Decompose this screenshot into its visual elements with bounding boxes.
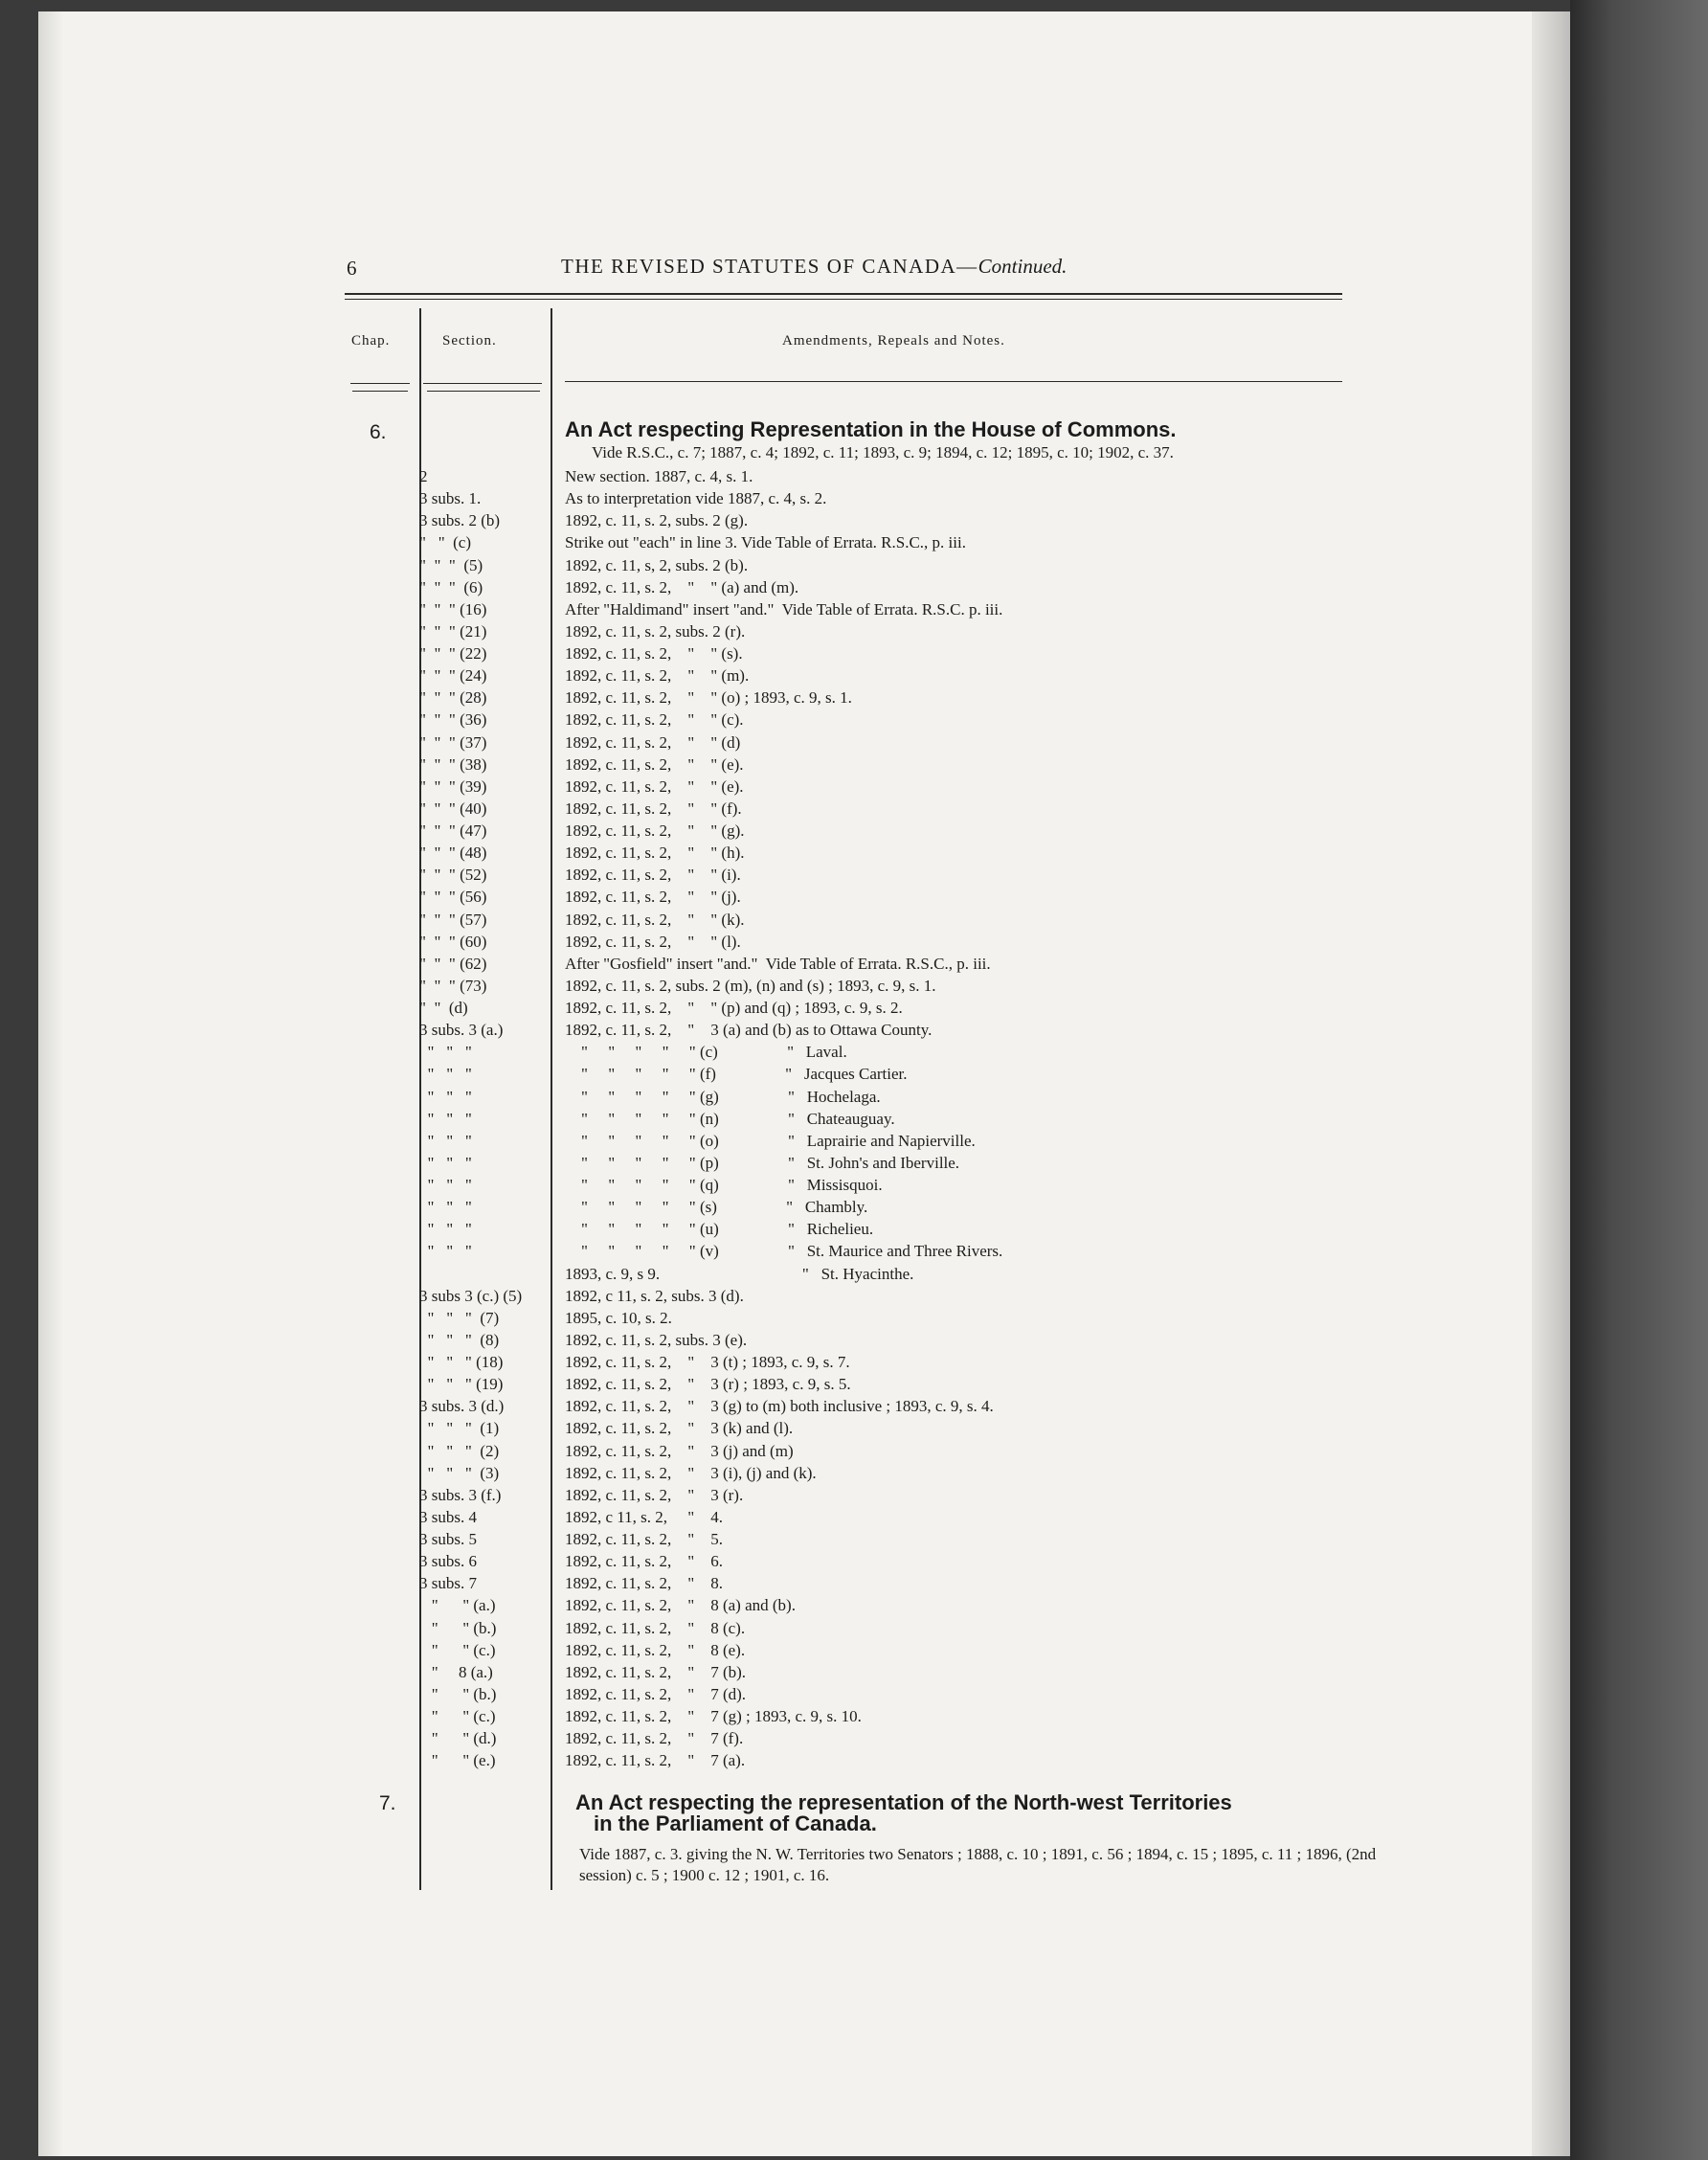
section-cell: " " " (38) bbox=[419, 754, 487, 774]
section-cell: 3 subs 3 (c.) (5) bbox=[419, 1286, 523, 1305]
section-cell: 3 subs. 6 bbox=[419, 1552, 477, 1571]
section-cell: " " " (21) bbox=[419, 621, 487, 641]
note-cell: 1892, c. 11, s. 2, " " (o) ; 1893, c. 9, s. 1. bbox=[565, 688, 852, 708]
table-row bbox=[419, 1683, 1377, 1705]
note-cell: 1892, c. 11, s. 2, " 3 (t) ; 1893, c. 9, s. 7. bbox=[565, 1353, 850, 1371]
column-header-chap: Chap. bbox=[351, 333, 391, 349]
table-row bbox=[419, 776, 1377, 798]
chapter-number-7: 7. bbox=[379, 1792, 396, 1814]
table-row bbox=[419, 1395, 1377, 1417]
table-row bbox=[419, 1329, 1377, 1351]
note-cell: Strike out "each" in line 3. Vide Table of Errata. R.S.C., p. iii. bbox=[565, 533, 966, 552]
table-row bbox=[419, 1462, 1377, 1484]
table-row bbox=[419, 1727, 1377, 1749]
table-row bbox=[419, 576, 1377, 598]
section-cell: " " " bbox=[419, 1242, 472, 1261]
note-cell: " " " " " (n) " Chateauguay. bbox=[565, 1109, 895, 1128]
table-row bbox=[419, 1351, 1377, 1373]
table-row bbox=[419, 1373, 1377, 1395]
table-row bbox=[419, 509, 1377, 531]
table-row bbox=[419, 1550, 1377, 1572]
note-cell: 1892, c 11, s. 2, " 4. bbox=[565, 1507, 723, 1526]
section-cell: " " " (73) bbox=[419, 976, 487, 995]
section-cell: " " " (62) bbox=[419, 954, 487, 973]
table-row bbox=[419, 953, 1377, 975]
note-cell: " " " " " (v) " St. Maurice and Three Rivers. bbox=[565, 1242, 1003, 1261]
note-cell: 1892, c 11, s. 2, subs. 3 (d). bbox=[565, 1286, 744, 1305]
note-cell: 1892, c. 11, s. 2, " " (j). bbox=[565, 888, 741, 907]
note-cell: 1892, c. 11, s. 2, " " (d) bbox=[565, 732, 741, 752]
table-row bbox=[419, 642, 1377, 664]
section-cell: " " (c.) bbox=[419, 1640, 496, 1659]
table-row bbox=[419, 864, 1377, 886]
note-cell: 1892, c. 11, s. 2, subs. 2 (g). bbox=[565, 511, 749, 530]
section-cell: 3 subs. 3 (a.) bbox=[419, 1021, 504, 1040]
section-cell: " " " (24) bbox=[419, 666, 487, 686]
note-cell: 1892, c. 11, s. 2, " 5. bbox=[565, 1530, 723, 1548]
column-header-rule-section bbox=[423, 383, 542, 384]
section-cell: " " " (56) bbox=[419, 888, 487, 907]
chapter-6-references: Vide R.S.C., c. 7; 1887, c. 4; 1892, c. 11; 1893, c. 9; 1894, c. 12; 1895, c. 10; 1902, c. 37. bbox=[592, 443, 1174, 461]
table-row bbox=[419, 1285, 1377, 1307]
column-header-section: Section. bbox=[442, 333, 497, 349]
table-row bbox=[419, 1263, 1377, 1285]
section-cell: 2 bbox=[419, 467, 428, 485]
note-cell: New section. 1887, c. 4, s. 1. bbox=[565, 467, 753, 485]
note-cell: 1893, c. 9, s 9. " St. Hyacinthe. bbox=[565, 1264, 914, 1283]
table-row bbox=[419, 1041, 1377, 1063]
note-cell: 1892, c. 11, s. 2, " 8 (c). bbox=[565, 1618, 746, 1637]
table-row bbox=[419, 709, 1377, 731]
section-cell: " " " bbox=[419, 1131, 472, 1150]
table-row bbox=[419, 465, 1377, 487]
note-cell: 1892, c. 11, s. 2, " 7 (a). bbox=[565, 1751, 746, 1770]
note-cell: After "Gosfield" insert "and." Vide Table of Errata. R.S.C., p. iii. bbox=[565, 954, 991, 973]
note-cell: 1892, c. 11, s. 2, " " (e). bbox=[565, 754, 744, 774]
column-header-rule-notes bbox=[565, 381, 1342, 382]
section-cell: 3 subs. 7 bbox=[419, 1574, 477, 1593]
note-cell: 1892, c. 11, s. 2, " " (k). bbox=[565, 910, 745, 929]
section-cell: " " " (28) bbox=[419, 688, 487, 708]
section-cell: " " (a.) bbox=[419, 1596, 496, 1615]
header-rule-top bbox=[345, 293, 1342, 295]
section-cell: " " " (40) bbox=[419, 799, 487, 818]
note-cell: " " " " " (p) " St. John's and Iberville. bbox=[565, 1153, 960, 1172]
table-row bbox=[419, 1749, 1377, 1771]
note-cell: 1892, c. 11, s. 2, " " (a) and (m). bbox=[565, 577, 799, 596]
column-header-notes: Amendments, Repeals and Notes. bbox=[782, 333, 1005, 349]
section-cell: " " " (39) bbox=[419, 776, 487, 796]
section-cell: " " (b.) bbox=[419, 1684, 497, 1703]
table-row bbox=[419, 798, 1377, 820]
section-cell: " " " (16) bbox=[419, 599, 487, 619]
table-row bbox=[419, 731, 1377, 754]
table-row bbox=[419, 931, 1377, 953]
table-row bbox=[419, 1484, 1377, 1506]
note-cell: 1892, c. 11, s. 2, subs. 3 (e). bbox=[565, 1330, 748, 1349]
note-cell: 1892, c. 11, s. 2, " 8 (a) and (b). bbox=[565, 1596, 796, 1615]
note-cell: 1892, c. 11, s. 2, " " (p) and (q) ; 1893, c. 9, s. 2. bbox=[565, 999, 903, 1017]
note-cell: 1892, c. 11, s. 2, " " (c). bbox=[565, 710, 744, 730]
section-cell: " " " bbox=[419, 1220, 472, 1239]
table-row bbox=[419, 1528, 1377, 1550]
section-cell: " " " bbox=[419, 1176, 472, 1194]
section-cell: " " " (5) bbox=[419, 555, 483, 574]
note-cell: 1892, c. 11, s. 2, " 8 (e). bbox=[565, 1640, 746, 1659]
section-cell: " " " (37) bbox=[419, 732, 487, 752]
note-cell: 1892, c. 11, s. 2, " 3 (r). bbox=[565, 1485, 744, 1504]
chapter-7-references: Vide 1887, c. 3. giving the N. W. Territories two Senators ; 1888, c. 10 ; 1891, c. 56 ; 1894, c. 15 ; 1895, c. 11 ; 1896, (2nd session) c. 5 ; 1900 c. 12 ; 1901, c. 16. bbox=[579, 1845, 1377, 1884]
table-row bbox=[419, 909, 1377, 931]
table-row bbox=[419, 1130, 1377, 1152]
note-cell: 1892, c. 11, s. 2, " 7 (d). bbox=[565, 1684, 747, 1703]
table-row bbox=[419, 1705, 1377, 1727]
table-row bbox=[419, 487, 1377, 509]
note-cell: 1892, c. 11, s, 2, subs. 2 (b). bbox=[565, 555, 749, 574]
table-row bbox=[419, 531, 1377, 553]
table-row bbox=[419, 1639, 1377, 1661]
note-cell: " " " " " (s) " Chambly. bbox=[565, 1198, 868, 1217]
table-row bbox=[419, 886, 1377, 908]
chapter-7-title-line1: An Act respecting the representation of the North-west Territories bbox=[575, 1790, 1232, 1814]
note-cell: 1892, c. 11, s. 2, " 3 (k) and (l). bbox=[565, 1419, 794, 1438]
section-cell: 3 subs. 3 (f.) bbox=[419, 1485, 502, 1504]
note-cell: 1892, c. 11, s. 2, " " (i). bbox=[565, 866, 741, 885]
note-cell: 1892, c. 11, s. 2, " " (e). bbox=[565, 776, 744, 796]
running-title bbox=[561, 255, 1067, 279]
chapter-6-title: An Act respecting Representation in the House of Commons. bbox=[565, 417, 1177, 441]
scan-edge bbox=[1570, 0, 1708, 2160]
note-cell: " " " " " (f) " Jacques Cartier. bbox=[565, 1065, 908, 1084]
note-cell: 1892, c. 11, s. 2, " 7 (g) ; 1893, c. 9, s. 10. bbox=[565, 1707, 862, 1725]
note-cell: 1892, c. 11, s. 2, " 7 (b). bbox=[565, 1662, 747, 1681]
section-cell: " " " (47) bbox=[419, 821, 487, 840]
running-title-text: THE REVISED STATUTES OF CANADA— bbox=[561, 255, 978, 278]
note-cell: 1892, c. 11, s. 2, " 3 (g) to (m) both inclusive ; 1893, c. 9, s. 4. bbox=[565, 1397, 994, 1416]
page-gutter bbox=[38, 11, 63, 2156]
section-cell: 3 subs. 5 bbox=[419, 1530, 477, 1548]
note-cell: As to interpretation vide 1887, c. 4, s. 2. bbox=[565, 489, 827, 508]
table-row bbox=[419, 686, 1377, 709]
section-cell: 3 subs. 2 (b) bbox=[419, 511, 501, 530]
table-row bbox=[419, 1086, 1377, 1108]
section-cell: " " " (8) bbox=[419, 1330, 500, 1349]
note-cell: 1892, c. 11, s. 2, subs. 2 (m), (n) and (s) ; 1893, c. 9, s. 1. bbox=[565, 976, 936, 995]
note-cell: " " " " " (g) " Hochelaga. bbox=[565, 1087, 881, 1106]
table-row bbox=[419, 1572, 1377, 1594]
section-cell: " " " (19) bbox=[419, 1375, 504, 1394]
section-cell: " " " bbox=[419, 1043, 472, 1062]
page-number: 6 bbox=[347, 257, 357, 280]
table-row bbox=[419, 598, 1377, 620]
chap-underline bbox=[352, 391, 408, 392]
section-cell: " " (b.) bbox=[419, 1618, 497, 1637]
table-row bbox=[419, 1218, 1377, 1240]
note-cell: " " " " " (u) " Richelieu. bbox=[565, 1220, 874, 1239]
section-underline bbox=[427, 391, 540, 392]
section-cell: " " " (2) bbox=[419, 1441, 500, 1460]
section-cell: " " " bbox=[419, 1198, 472, 1217]
section-cell: " " " (6) bbox=[419, 577, 483, 596]
note-cell: 1895, c. 10, s. 2. bbox=[565, 1308, 672, 1327]
table-row bbox=[419, 1440, 1377, 1462]
section-cell: 3 subs. 4 bbox=[419, 1507, 477, 1526]
table-row bbox=[419, 1506, 1377, 1528]
note-cell: 1892, c. 11, s. 2, " 8. bbox=[565, 1574, 723, 1593]
section-cell: " " " (60) bbox=[419, 932, 487, 951]
chapter-number-6: 6. bbox=[370, 421, 387, 443]
note-cell: 1892, c. 11, s. 2, subs. 2 (r). bbox=[565, 621, 746, 641]
chapter-7-title-line2: in the Parliament of Canada. bbox=[594, 1811, 877, 1835]
note-cell: 1892, c. 11, s. 2, " 7 (f). bbox=[565, 1729, 744, 1748]
section-cell: " 8 (a.) bbox=[419, 1662, 493, 1681]
table-row bbox=[419, 1661, 1377, 1683]
table-row bbox=[419, 1240, 1377, 1262]
section-cell: " " (d.) bbox=[419, 1729, 497, 1748]
table-row bbox=[419, 997, 1377, 1019]
section-cell: " " " (57) bbox=[419, 910, 487, 929]
note-cell: 1892, c. 11, s. 2, " 3 (a) and (b) as to Ottawa County. bbox=[565, 1021, 933, 1040]
table-row bbox=[419, 1063, 1377, 1085]
table-row bbox=[419, 1196, 1377, 1218]
note-cell: 1892, c. 11, s. 2, " " (s). bbox=[565, 644, 743, 663]
note-cell: 1892, c. 11, s. 2, " 6. bbox=[565, 1552, 723, 1571]
table-row bbox=[419, 1617, 1377, 1639]
table-row bbox=[419, 1417, 1377, 1439]
table-row bbox=[419, 1152, 1377, 1174]
note-cell: " " " " " (c) " Laval. bbox=[565, 1043, 847, 1062]
note-cell: 1892, c. 11, s. 2, " " (h). bbox=[565, 844, 745, 863]
note-cell: 1892, c. 11, s. 2, " " (l). bbox=[565, 932, 741, 951]
section-cell: " " " (18) bbox=[419, 1353, 504, 1371]
section-cell: " " " bbox=[419, 1087, 472, 1106]
note-cell: " " " " " (o) " Laprairie and Napierville. bbox=[565, 1131, 976, 1150]
note-cell: 1892, c. 11, s. 2, " " (f). bbox=[565, 799, 742, 818]
section-cell: " " " (7) bbox=[419, 1308, 500, 1327]
section-cell: " " " (48) bbox=[419, 844, 487, 863]
table-row bbox=[419, 1174, 1377, 1196]
table-row bbox=[419, 620, 1377, 642]
note-cell: 1892, c. 11, s. 2, " 3 (r) ; 1893, c. 9, s. 5. bbox=[565, 1375, 851, 1394]
section-cell: " " " bbox=[419, 1109, 472, 1128]
table-row bbox=[419, 1307, 1377, 1329]
note-cell: After "Haldimand" insert "and." Vide Table of Errata. R.S.C. p. iii. bbox=[565, 599, 1003, 619]
table-row bbox=[419, 554, 1377, 576]
amendments-table bbox=[419, 465, 1377, 1771]
note-cell: " " " " " (q) " Missisquoi. bbox=[565, 1176, 883, 1194]
section-cell: " " " (52) bbox=[419, 866, 487, 885]
section-cell: " " " (22) bbox=[419, 644, 487, 663]
section-cell: 3 subs. 1. bbox=[419, 489, 482, 508]
header-rule-bottom bbox=[345, 299, 1342, 300]
section-cell: " " (e.) bbox=[419, 1751, 496, 1770]
section-cell: " " (c) bbox=[419, 533, 471, 552]
table-row bbox=[419, 664, 1377, 686]
section-cell: " " " (36) bbox=[419, 710, 487, 730]
section-cell: " " " bbox=[419, 1153, 472, 1172]
note-cell: 1892, c. 11, s. 2, " " (g). bbox=[565, 821, 745, 840]
table-row bbox=[419, 1108, 1377, 1130]
note-cell: 1892, c. 11, s. 2, " 3 (j) and (m) bbox=[565, 1441, 794, 1460]
note-cell: 1892, c. 11, s. 2, " " (m). bbox=[565, 666, 750, 686]
table-row bbox=[419, 975, 1377, 997]
section-cell: 3 subs. 3 (d.) bbox=[419, 1397, 505, 1416]
table-row bbox=[419, 1594, 1377, 1616]
table-row bbox=[419, 1019, 1377, 1041]
table-row bbox=[419, 842, 1377, 864]
column-header-rule-chap bbox=[350, 383, 410, 384]
section-cell: " " (c.) bbox=[419, 1707, 496, 1725]
section-cell: " " (d) bbox=[419, 999, 468, 1017]
running-title-suffix: Continued. bbox=[978, 255, 1068, 278]
section-cell: " " " (3) bbox=[419, 1463, 500, 1482]
section-cell: " " " bbox=[419, 1065, 472, 1084]
page-fold bbox=[1532, 11, 1570, 2156]
table-row bbox=[419, 820, 1377, 842]
table-row bbox=[419, 754, 1377, 776]
note-cell: 1892, c. 11, s. 2, " 3 (i), (j) and (k). bbox=[565, 1463, 817, 1482]
section-cell: " " " (1) bbox=[419, 1419, 500, 1438]
